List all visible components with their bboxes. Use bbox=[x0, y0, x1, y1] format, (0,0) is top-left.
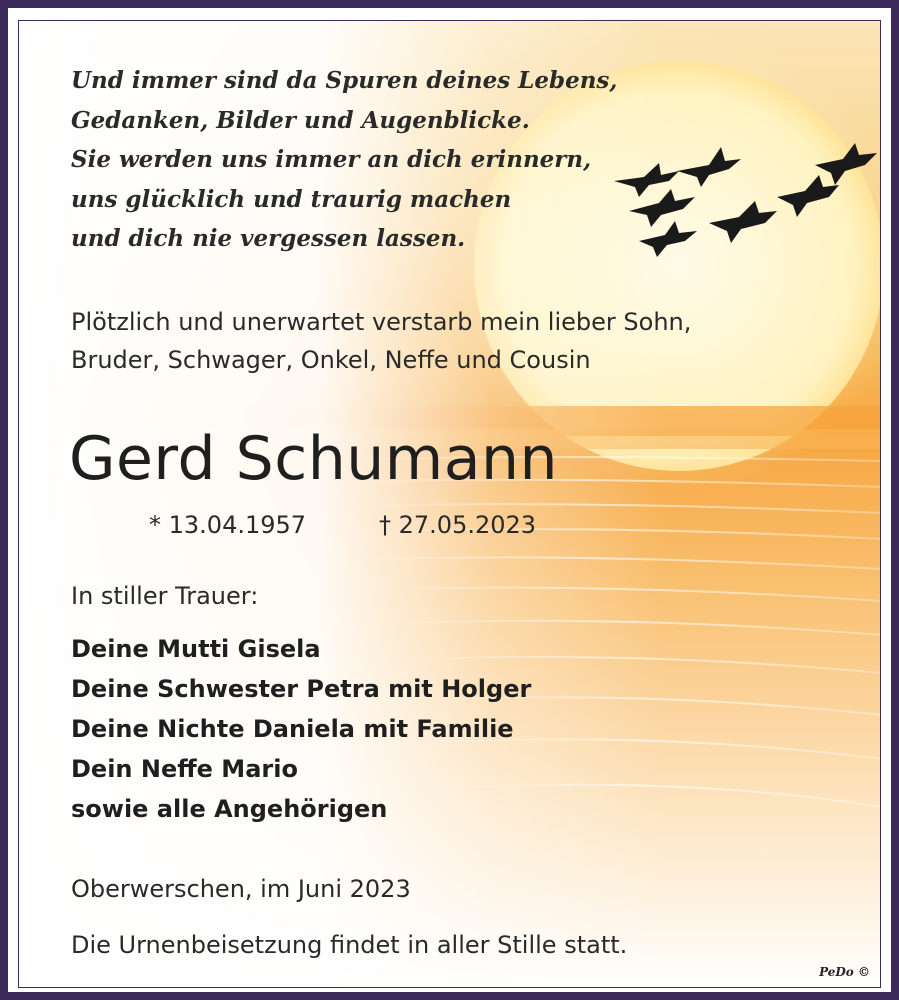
mourner-item: Deine Nichte Daniela mit Familie bbox=[71, 715, 514, 743]
mourner-item: Dein Neffe Mario bbox=[71, 755, 298, 783]
poem-line: Sie werden uns immer an dich erinnern, bbox=[71, 146, 592, 173]
designer-signature: PeDo © bbox=[819, 965, 870, 979]
mourner-item: Deine Mutti Gisela bbox=[71, 635, 321, 663]
mourner-item: Deine Schwester Petra mit Holger bbox=[71, 675, 532, 703]
poem-line: und dich nie vergessen lassen. bbox=[71, 225, 466, 252]
obituary-card bbox=[18, 20, 881, 988]
death-date: † 27.05.2023 bbox=[379, 511, 537, 539]
poem-line: Und immer sind da Spuren deines Lebens, bbox=[71, 67, 618, 94]
memorial-poem bbox=[71, 61, 617, 259]
poem-line: uns glücklich und traurig machen bbox=[71, 185, 512, 213]
mourning-label: In stiller Trauer: bbox=[71, 582, 259, 610]
poem-line: Gedanken, Bilder und Augenblicke. bbox=[71, 106, 530, 134]
place-and-date: Oberwerschen, im Juni 2023 bbox=[71, 875, 411, 903]
mourners-list bbox=[71, 629, 531, 829]
deceased-name: Gerd Schumann bbox=[69, 424, 559, 494]
flying-birds-icon bbox=[609, 141, 879, 271]
burial-note: Die Urnenbeisetzung findet in aller Stille statt. bbox=[71, 931, 628, 959]
announcement-line: Bruder, Schwager, Onkel, Neffe und Cousin bbox=[71, 346, 591, 374]
announcement-line: Plötzlich und unerwartet verstarb mein lieber Sohn, bbox=[71, 308, 692, 336]
birth-date: * 13.04.1957 bbox=[149, 511, 307, 539]
death-announcement bbox=[71, 303, 691, 379]
mourner-item: sowie alle Angehörigen bbox=[71, 795, 388, 823]
